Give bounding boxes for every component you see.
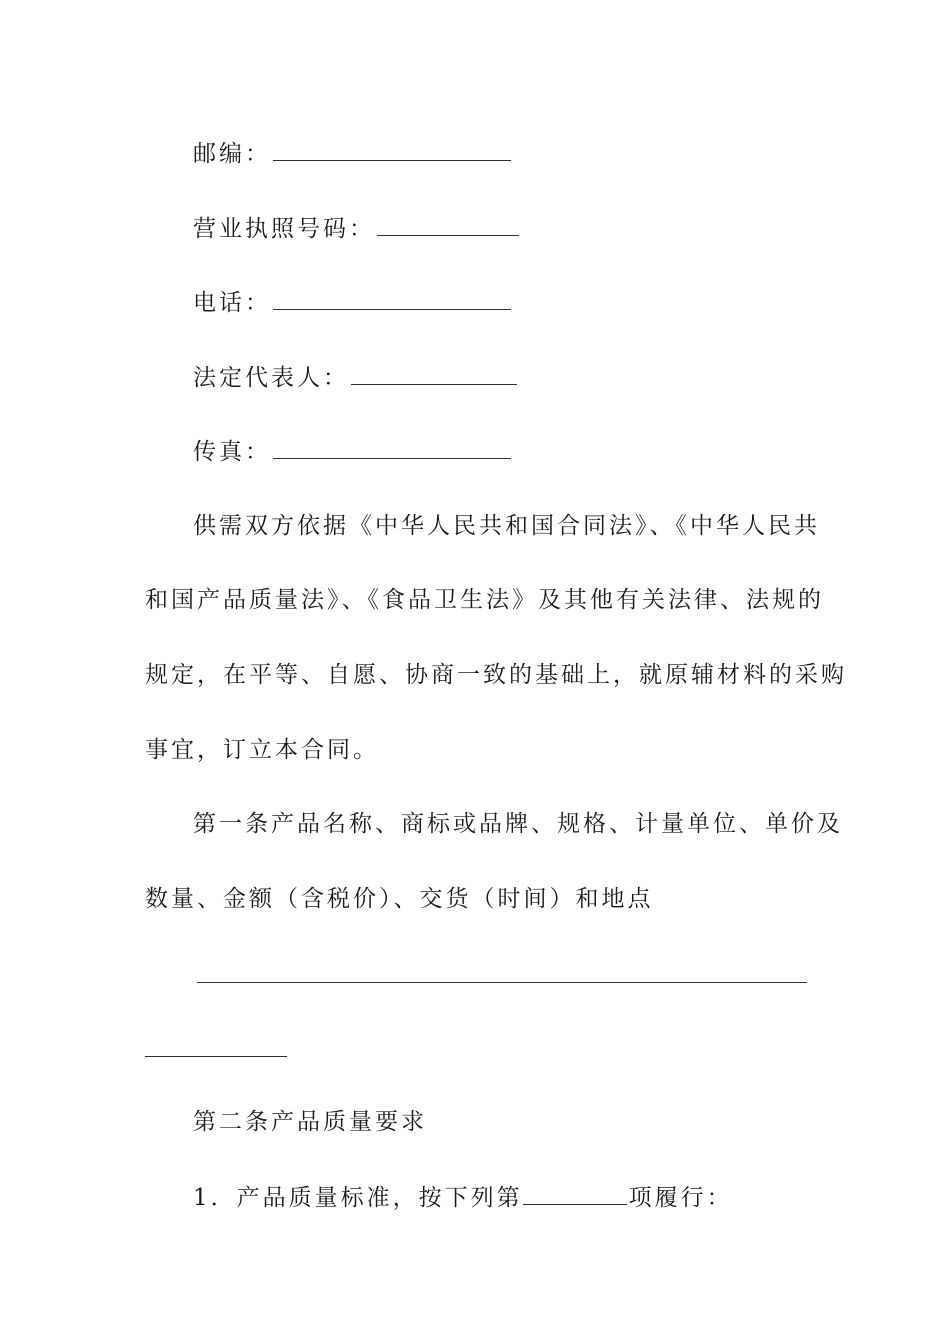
article1-fill-rule-1 xyxy=(197,982,807,983)
legal-rep-label: 法定代表人： xyxy=(193,365,349,391)
fax-row xyxy=(193,436,511,467)
article2-item1-prefix: 1．产品质量标准，按下列第 xyxy=(193,1185,523,1211)
license-label: 营业执照号码： xyxy=(193,216,375,242)
postcode-row xyxy=(193,138,511,169)
legal-rep-row xyxy=(193,362,517,393)
postcode-label: 邮编： xyxy=(193,141,271,167)
article1-line-1: 第一条产品名称、商标或品牌、规格、计量单位、单价及 xyxy=(193,811,843,837)
article2-item1-suffix: 项履行： xyxy=(628,1185,733,1211)
fax-blank xyxy=(273,436,511,459)
article2-item1-blank xyxy=(523,1182,627,1205)
preamble-line-4: 事宜，订立本合同。 xyxy=(145,737,379,763)
license-blank xyxy=(377,213,519,236)
preamble-line-1: 供需双方依据《中华人民共和国合同法》、《中华人民共 xyxy=(193,513,820,539)
phone-label: 电话： xyxy=(193,290,271,316)
article2-heading: 第二条产品质量要求 xyxy=(193,1109,427,1135)
preamble-line-2: 和国产品质量法》、《食品卫生法》及其他有关法律、法规的 xyxy=(145,587,824,613)
postcode-blank xyxy=(273,138,511,161)
license-row xyxy=(193,213,519,244)
phone-row xyxy=(193,287,511,318)
fax-label: 传真： xyxy=(193,439,271,465)
legal-rep-blank xyxy=(351,362,517,385)
phone-blank xyxy=(273,287,511,310)
article1-line-2: 数量、金额（含税价）、交货（时间）和地点 xyxy=(145,886,654,912)
article1-fill-rule-2 xyxy=(145,1056,287,1057)
article2-item1 xyxy=(193,1182,733,1213)
preamble-line-3: 规定，在平等、自愿、协商一致的基础上，就原辅材料的采购 xyxy=(145,662,847,688)
